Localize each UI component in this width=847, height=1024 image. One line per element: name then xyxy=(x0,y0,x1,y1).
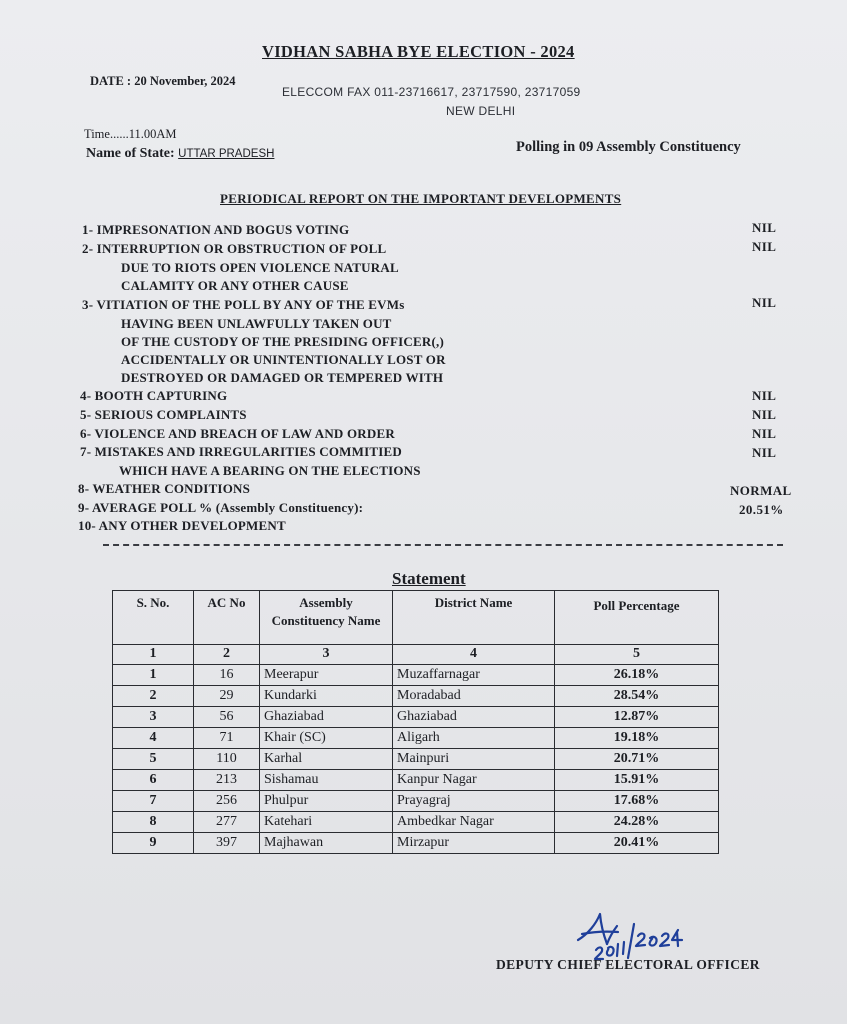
cell-poll-percentage: 24.28% xyxy=(555,812,719,833)
cell-ac-no: 29 xyxy=(194,686,260,707)
cell-poll-percentage: 17.68% xyxy=(555,791,719,812)
cell-s-no: 6 xyxy=(113,770,194,791)
report-heading: PERIODICAL REPORT ON THE IMPORTANT DEVELOPMENTS xyxy=(220,191,622,206)
cell-ac-no: 256 xyxy=(194,791,260,812)
state-colon: : xyxy=(169,146,179,161)
report-item-10: 10- ANY OTHER DEVELOPMENT xyxy=(78,518,286,533)
table-row xyxy=(113,749,719,770)
report-time: Time......11.00AM xyxy=(84,127,177,141)
report-item-2-line-3: CALAMITY OR ANY OTHER CAUSE xyxy=(121,278,349,293)
report-item-7: 7- MISTAKES AND IRREGULARITIES COMMITIED xyxy=(80,444,402,459)
cell-poll-percentage: 26.18% xyxy=(555,665,719,686)
cell-ac-no: 16 xyxy=(194,665,260,686)
cell-constituency: Meerapur xyxy=(260,665,393,686)
report-item-9: 9- AVERAGE POLL % (Assembly Constituency): xyxy=(78,500,364,515)
table-header-row xyxy=(113,591,719,645)
column-number: 2 xyxy=(194,645,260,665)
cell-constituency: Ghaziabad xyxy=(260,707,393,728)
column-number-row xyxy=(113,645,719,665)
poll-statement-table xyxy=(112,590,719,854)
state-label: Name of State xyxy=(86,146,170,161)
document-title: VIDHAN SABHA BYE ELECTION - 2024 xyxy=(262,42,575,61)
cell-ac-no: 277 xyxy=(194,812,260,833)
report-item-6-value: NIL xyxy=(752,426,777,441)
report-item-3: 3- VITIATION OF THE POLL BY ANY OF THE EVMs xyxy=(82,297,405,312)
cell-s-no: 1 xyxy=(113,665,194,686)
report-item-2-line-2: DUE TO RIOTS OPEN VIOLENCE NATURAL xyxy=(121,260,399,275)
column-number: 5 xyxy=(555,645,719,665)
report-item-8-value: NORMAL xyxy=(730,483,792,498)
report-item-9-value: 20.51% xyxy=(739,502,784,517)
table-row xyxy=(113,833,719,854)
report-item-5-value: NIL xyxy=(752,407,777,422)
report-item-3-line-5: DESTROYED OR DAMAGED OR TEMPERED WITH xyxy=(121,370,444,385)
report-item-3-value: NIL xyxy=(752,295,777,310)
cell-district: Muzaffarnagar xyxy=(393,665,555,686)
cell-poll-percentage: 19.18% xyxy=(555,728,719,749)
table-row xyxy=(113,770,719,791)
cell-constituency: Katehari xyxy=(260,812,393,833)
cell-ac-no: 213 xyxy=(194,770,260,791)
report-item-3-line-2: HAVING BEEN UNLAWFULLY TAKEN OUT xyxy=(121,316,392,331)
cell-poll-percentage: 20.41% xyxy=(555,833,719,854)
cell-ac-no: 110 xyxy=(194,749,260,770)
report-item-6: 6- VIOLENCE AND BREACH OF LAW AND ORDER xyxy=(80,426,395,441)
state-line xyxy=(86,146,274,162)
cell-s-no: 9 xyxy=(113,833,194,854)
column-number: 1 xyxy=(113,645,194,665)
cell-ac-no: 397 xyxy=(194,833,260,854)
table-row xyxy=(113,686,719,707)
cell-ac-no: 56 xyxy=(194,707,260,728)
cell-poll-percentage: 20.71% xyxy=(555,749,719,770)
cell-constituency: Karhal xyxy=(260,749,393,770)
cell-s-no: 2 xyxy=(113,686,194,707)
table-row xyxy=(113,728,719,749)
table-row xyxy=(113,707,719,728)
cell-constituency: Sishamau xyxy=(260,770,393,791)
header-poll-percentage: Poll Percentage xyxy=(555,591,719,645)
city-line: NEW DELHI xyxy=(446,104,516,118)
report-item-2: 2- INTERRUPTION OR OBSTRUCTION OF POLL xyxy=(82,241,387,256)
header-district-name: District Name xyxy=(393,591,555,645)
header-s-no: S. No. xyxy=(113,591,194,645)
report-item-7-value: NIL xyxy=(752,445,777,460)
cell-constituency: Kundarki xyxy=(260,686,393,707)
cell-district: Prayagraj xyxy=(393,791,555,812)
column-number: 3 xyxy=(260,645,393,665)
cell-district: Aligarh xyxy=(393,728,555,749)
cell-s-no: 8 xyxy=(113,812,194,833)
statement-title: Statement xyxy=(392,569,466,588)
report-item-8: 8- WEATHER CONDITIONS xyxy=(78,481,251,496)
report-item-2-value: NIL xyxy=(752,239,777,254)
cell-district: Kanpur Nagar xyxy=(393,770,555,791)
cell-s-no: 7 xyxy=(113,791,194,812)
cell-s-no: 3 xyxy=(113,707,194,728)
cell-district: Mainpuri xyxy=(393,749,555,770)
header-ac-no: AC No xyxy=(194,591,260,645)
cell-district: Moradabad xyxy=(393,686,555,707)
cell-district: Ghaziabad xyxy=(393,707,555,728)
cell-constituency: Phulpur xyxy=(260,791,393,812)
report-date: DATE : 20 November, 2024 xyxy=(90,74,236,88)
report-item-5: 5- SERIOUS COMPLAINTS xyxy=(80,407,247,422)
report-item-4-value: NIL xyxy=(752,388,777,403)
polling-info: Polling in 09 Assembly Constituency xyxy=(516,139,741,155)
cell-district: Mirzapur xyxy=(393,833,555,854)
cell-ac-no: 71 xyxy=(194,728,260,749)
table-row xyxy=(113,812,719,833)
cell-constituency: Khair (SC) xyxy=(260,728,393,749)
cell-poll-percentage: 12.87% xyxy=(555,707,719,728)
cell-poll-percentage: 28.54% xyxy=(555,686,719,707)
column-number: 4 xyxy=(393,645,555,665)
table-row xyxy=(113,791,719,812)
state-value: UTTAR PRADESH xyxy=(178,148,275,160)
cell-s-no: 5 xyxy=(113,749,194,770)
cell-s-no: 4 xyxy=(113,728,194,749)
report-item-3-line-4: ACCIDENTALLY OR UNINTENTIONALLY LOST OR xyxy=(121,352,446,367)
report-item-7-line-2: WHICH HAVE A BEARING ON THE ELECTIONS xyxy=(119,463,421,478)
report-item-4: 4- BOOTH CAPTURING xyxy=(80,388,228,403)
cell-poll-percentage: 15.91% xyxy=(555,770,719,791)
cell-district: Ambedkar Nagar xyxy=(393,812,555,833)
report-item-1: 1- IMPRESONATION AND BOGUS VOTING xyxy=(82,222,350,237)
report-item-3-line-3: OF THE CUSTODY OF THE PRESIDING OFFICER(,) xyxy=(121,334,444,349)
dashed-separator xyxy=(103,544,783,546)
eleccom-fax: ELECCOM FAX 011-23716617, 23717590, 23717059 xyxy=(282,85,581,99)
table-row xyxy=(113,665,719,686)
cell-constituency: Majhawan xyxy=(260,833,393,854)
report-item-1-value: NIL xyxy=(752,220,777,235)
officer-title: DEPUTY CHIEF ELECTORAL OFFICER xyxy=(496,957,760,972)
header-constituency-name: Assembly Constituency Name xyxy=(260,591,393,645)
